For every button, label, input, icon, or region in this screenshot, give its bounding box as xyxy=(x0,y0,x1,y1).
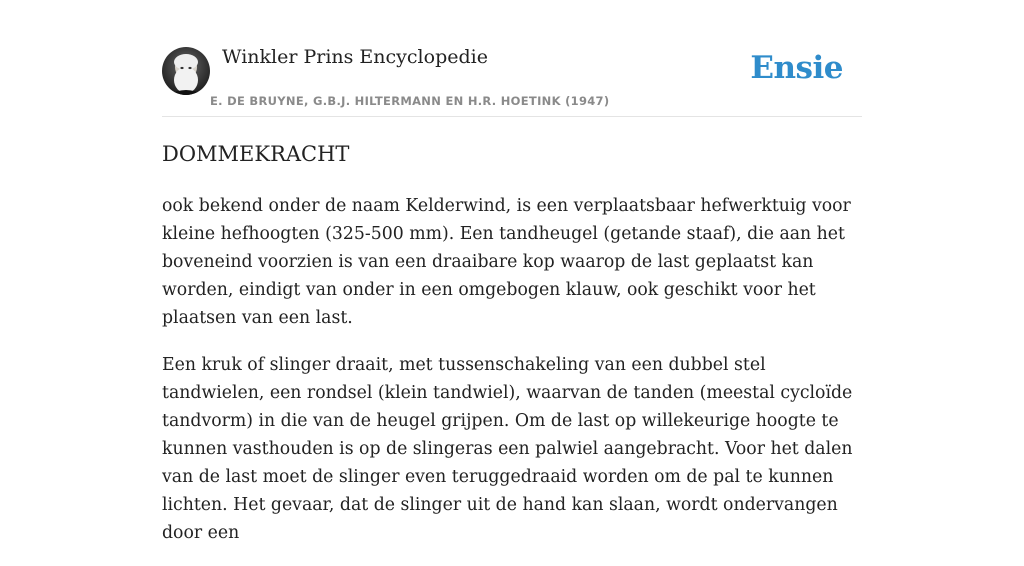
article-body xyxy=(162,192,862,566)
site-title[interactable]: Winkler Prins Encyclopedie xyxy=(222,46,488,68)
author-portrait-icon[interactable] xyxy=(162,47,210,95)
brand-logo[interactable]: Ensie xyxy=(750,50,843,86)
page xyxy=(162,0,862,543)
author-credits: E. DE BRUYNE, G.B.J. HILTERMANN EN H.R. HOETINK (1947) xyxy=(210,94,610,108)
article-title: DOMMEKRACHT xyxy=(162,142,350,166)
article-paragraph: ook bekend onder de naam Kelderwind, is een verplaatsbaar hefwerktuig voor kleine hefhoogten (325-500 mm). Een tandheugel (getande staaf), die aan het boveneind voorzien is van een draaibare kop waarop de last geplaatst kan worden, eindigt van onder in een omgebogen klauw, ook geschikt voor het plaatsen van een last. xyxy=(162,196,851,328)
article-paragraph: Een kruk of slinger draait, met tussenschakeling van een dubbel stel tandwielen, een rondsel (klein tandwiel), waarvan de tanden (meestal cycloïde tandvorm) in die van de heugel grijpen. Om de last op willekeurige hoogte te kunnen vasthouden is op de slingeras een palwiel aangebracht. Voor het dalen van de last moet de slinger even teruggedraaid worden om de pal te kunnen lichten. Het gevaar, dat de slinger uit de hand kan slaan, wordt ondervangen door een xyxy=(162,355,853,543)
header xyxy=(162,0,862,117)
